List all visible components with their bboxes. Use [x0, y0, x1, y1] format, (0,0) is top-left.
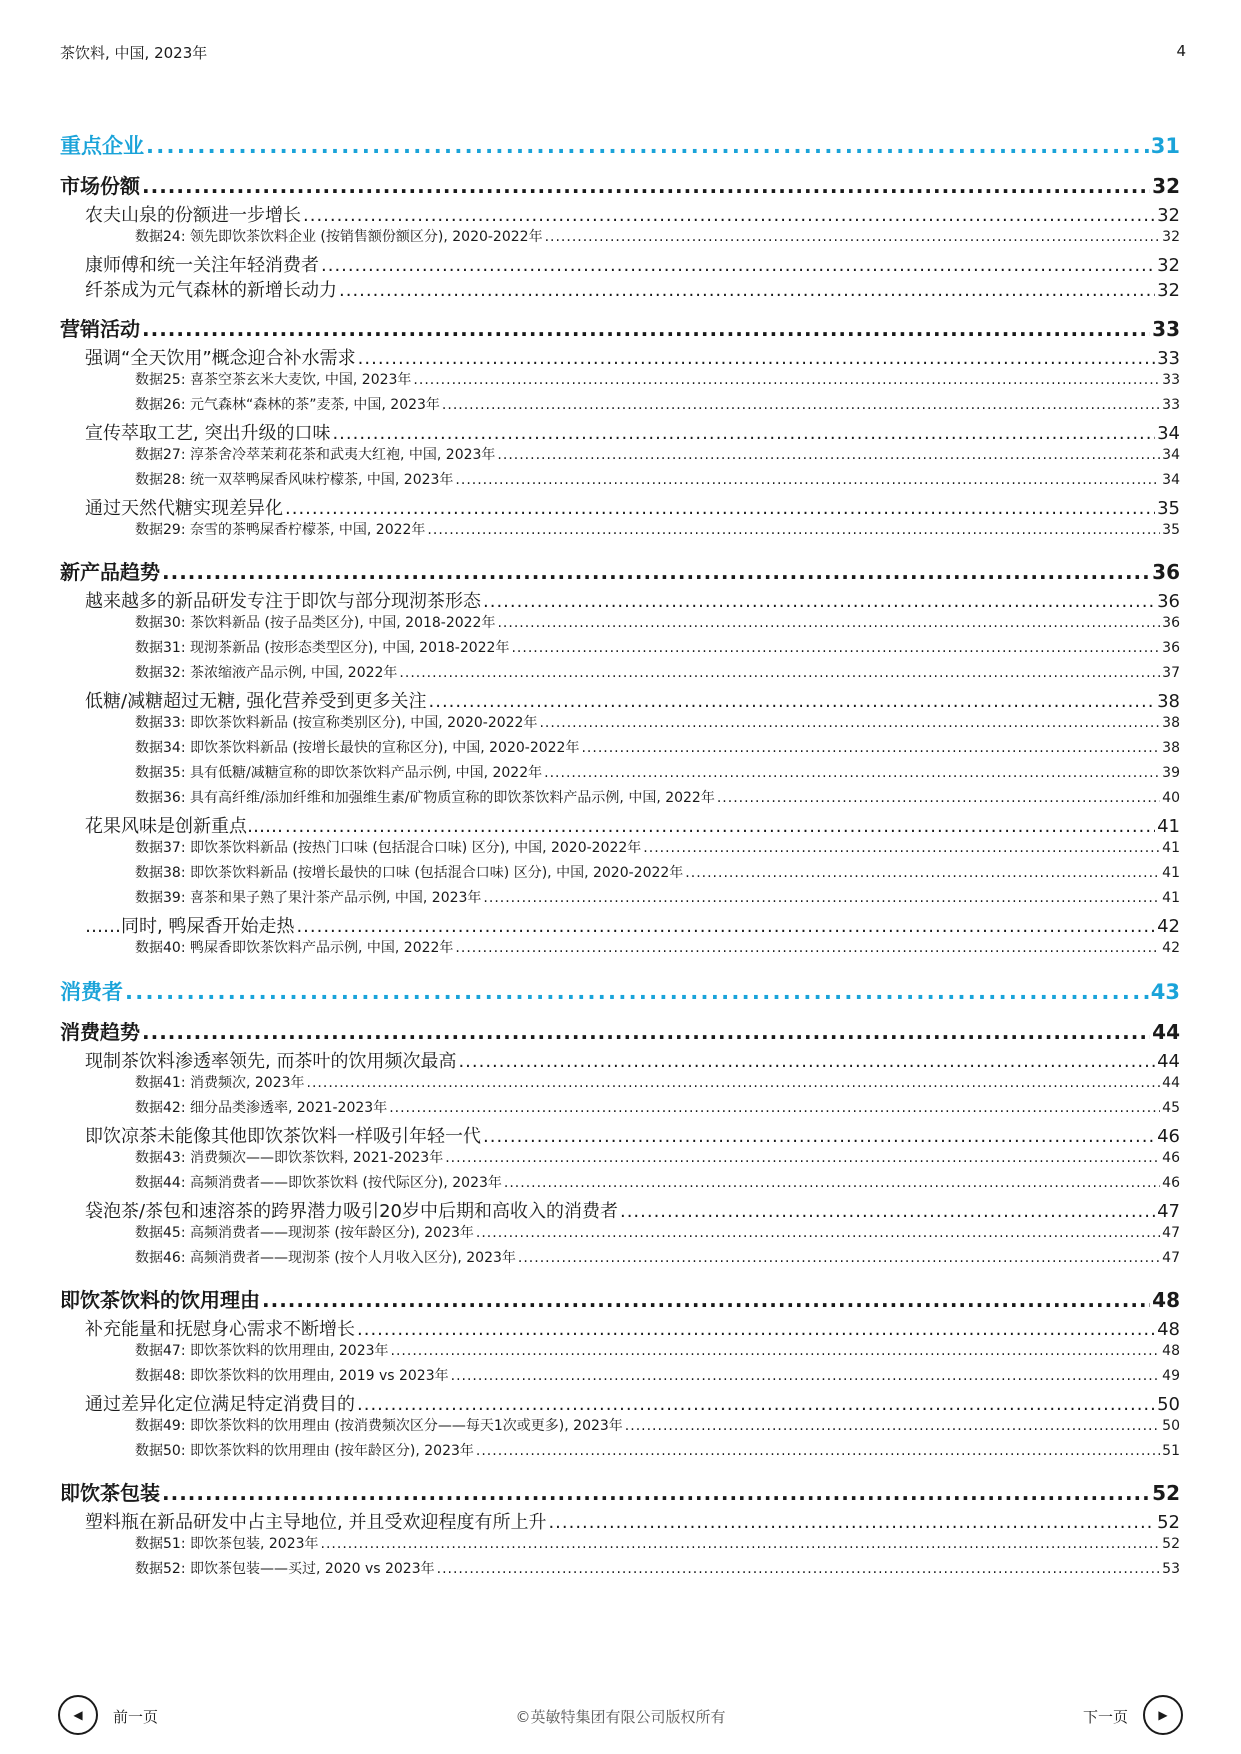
toc-entry-title: 数据24: 领先即饮茶饮料企业 (按销售额份额区分), 2020-2022年 — [135, 229, 543, 245]
dot-leader — [307, 1075, 1161, 1091]
toc-entry-level-4[interactable] — [60, 469, 1180, 494]
toc-entry-title: 纤茶成为元气森林的新增长动力 — [85, 280, 337, 301]
toc-entry-page: 41 — [1162, 840, 1180, 856]
toc-entry-page: 42 — [1162, 940, 1180, 956]
toc-entry-title: 越来越多的新品研发专注于即饮与部分现沏茶形态 — [85, 591, 481, 612]
toc-entry-title: 数据43: 消费频次——即饮茶饮料, 2021-2023年 — [135, 1150, 444, 1166]
toc-entry-title: 农夫山泉的份额进一步增长 — [85, 205, 301, 226]
toc-entry-page: 36 — [1157, 591, 1180, 612]
toc-entry-level-4[interactable] — [60, 662, 1180, 687]
toc-entry-title: 市场份额 — [60, 174, 140, 198]
toc-entry-level-3[interactable] — [60, 494, 1180, 519]
toc-entry-level-4[interactable] — [60, 712, 1180, 737]
toc-entry-title: 数据38: 即饮茶饮料新品 (按增长最快的口味 (包括混合口味) 区分), 中国, 2020-2022年 — [135, 865, 684, 881]
toc-entry-page: 50 — [1162, 1418, 1180, 1434]
next-page-label[interactable]: 下一页 — [1082, 1708, 1128, 1726]
dot-leader — [321, 1536, 1161, 1552]
toc-entry-title: 数据40: 鸭屎香即饮茶饮料产品示例, 中国, 2022年 — [135, 940, 454, 956]
dot-leader — [146, 134, 1149, 158]
toc-entry-level-3[interactable] — [60, 912, 1180, 937]
toc-entry-page: 32 — [1152, 174, 1180, 198]
dot-leader — [548, 1512, 1155, 1533]
toc-entry-page: 48 — [1162, 1343, 1180, 1359]
toc-entry-page: 33 — [1162, 372, 1180, 388]
toc-entry-level-2[interactable] — [60, 1477, 1180, 1508]
dot-leader — [539, 715, 1160, 731]
dot-leader — [581, 740, 1160, 756]
toc-entry-page: 38 — [1162, 740, 1180, 756]
toc-entry-level-4[interactable] — [60, 1097, 1180, 1122]
toc-entry-title: ……同时, 鸭屎香开始走热 — [85, 916, 295, 937]
prev-page-label[interactable]: 前一页 — [113, 1708, 159, 1726]
toc-entry-title: 数据37: 即饮茶饮料新品 (按热门口味 (包括混合口味) 区分), 中国, 2020-2022年 — [135, 840, 642, 856]
toc-entry-page: 44 — [1162, 1075, 1180, 1091]
toc-entry-level-3[interactable] — [60, 201, 1180, 226]
dot-leader — [285, 816, 1155, 837]
dot-leader — [497, 447, 1160, 463]
dot-leader — [142, 1020, 1150, 1044]
toc-entry-title: 数据48: 即饮茶饮料的饮用理由, 2019 vs 2023年 — [135, 1368, 449, 1384]
toc-entry-level-4[interactable] — [60, 1533, 1180, 1558]
dot-leader — [332, 423, 1155, 444]
toc-entry-level-3[interactable] — [60, 1390, 1180, 1415]
toc-entry-level-2[interactable] — [60, 556, 1180, 587]
toc-entry-level-3[interactable] — [60, 587, 1180, 612]
toc-entry-title: 营销活动 — [60, 317, 140, 341]
toc-entry-level-4[interactable] — [60, 637, 1180, 662]
toc-entry-title: 宣传萃取工艺, 突出升级的口味 — [85, 423, 331, 444]
toc-entry-level-4[interactable] — [60, 737, 1180, 762]
toc-entry-page: 44 — [1152, 1020, 1180, 1044]
toc-entry-title: 消费趋势 — [60, 1020, 140, 1044]
toc-entry-page: 46 — [1162, 1175, 1180, 1191]
toc-entry-page: 36 — [1162, 615, 1180, 631]
dot-leader — [391, 1343, 1161, 1359]
toc-entry-level-3[interactable] — [60, 1122, 1180, 1147]
toc-entry-level-3[interactable] — [60, 419, 1180, 444]
toc-entry-page: 39 — [1162, 765, 1180, 781]
toc-entry-title: 数据51: 即饮茶包装, 2023年 — [135, 1536, 319, 1552]
dot-leader — [476, 1225, 1160, 1241]
toc-entry-level-4[interactable] — [60, 1365, 1180, 1390]
dot-leader — [429, 691, 1156, 712]
toc-entry-page: 44 — [1157, 1051, 1180, 1072]
toc-entry-page: 34 — [1157, 423, 1180, 444]
dot-leader — [544, 765, 1160, 781]
toc-entry-page: 34 — [1162, 447, 1180, 463]
toc-entry-title: 数据28: 统一双萃鸭屎香风味柠檬茶, 中国, 2023年 — [135, 472, 454, 488]
dot-leader — [476, 1443, 1160, 1459]
dot-leader — [511, 640, 1160, 656]
dot-leader — [504, 1175, 1160, 1191]
page-number: 4 — [1176, 42, 1186, 60]
toc-entry-page: 35 — [1157, 498, 1180, 519]
toc-entry-page: 32 — [1162, 229, 1180, 245]
toc-entry-level-4[interactable] — [60, 862, 1180, 887]
toc-entry-title: 数据49: 即饮茶饮料的饮用理由 (按消费频次区分——每天1次或更多), 2023年 — [135, 1418, 623, 1434]
toc-entry-title: 数据32: 茶浓缩液产品示例, 中国, 2022年 — [135, 665, 398, 681]
dot-leader — [413, 372, 1160, 388]
toc-entry-page: 51 — [1162, 1443, 1180, 1459]
toc-entry-title: 即饮茶包装 — [60, 1481, 160, 1505]
toc-entry-level-3[interactable] — [60, 344, 1180, 369]
toc-entry-level-4[interactable] — [60, 612, 1180, 637]
toc-entry-level-4[interactable] — [60, 1558, 1180, 1583]
dot-leader — [545, 229, 1161, 245]
toc-entry-level-4[interactable] — [60, 887, 1180, 912]
dot-leader — [339, 280, 1155, 301]
footer — [0, 1695, 1241, 1743]
toc-entry-level-4[interactable] — [60, 1415, 1180, 1440]
dot-leader — [497, 615, 1160, 631]
toc-entry-level-4[interactable] — [60, 937, 1180, 962]
toc-entry-level-3[interactable] — [60, 687, 1180, 712]
toc-entry-page: 42 — [1157, 916, 1180, 937]
toc-entry-page: 36 — [1152, 560, 1180, 584]
dot-leader — [437, 1561, 1161, 1577]
toc-entry-page: 33 — [1162, 397, 1180, 413]
toc-entry-level-4[interactable] — [60, 444, 1180, 469]
dot-leader — [717, 790, 1160, 806]
toc-entry-page: 52 — [1157, 1512, 1180, 1533]
toc-entry-page: 45 — [1162, 1100, 1180, 1116]
toc-entry-level-3[interactable] — [60, 1315, 1180, 1340]
dot-leader — [303, 205, 1155, 226]
toc-entry-title: 数据46: 高频消费者——现沏茶 (按个人月收入区分), 2023年 — [135, 1250, 516, 1266]
toc-entry-level-4[interactable] — [60, 1172, 1180, 1197]
toc-entry-level-3[interactable] — [60, 1047, 1180, 1072]
toc-entry-page: 33 — [1157, 348, 1180, 369]
dot-leader — [458, 1051, 1155, 1072]
toc-entry-page: 32 — [1157, 255, 1180, 276]
dot-leader — [442, 397, 1160, 413]
dot-leader — [321, 255, 1155, 276]
toc-entry-page: 46 — [1157, 1126, 1180, 1147]
toc-entry-level-2[interactable] — [60, 313, 1180, 344]
dot-leader — [483, 1126, 1155, 1147]
toc-entry-title: 数据50: 即饮茶饮料的饮用理由 (按年龄区分), 2023年 — [135, 1443, 474, 1459]
toc-entry-page: 37 — [1162, 665, 1180, 681]
toc-entry-title: 即饮凉茶未能像其他即饮茶饮料一样吸引年轻一代 — [85, 1126, 481, 1147]
toc-entry-level-3[interactable] — [60, 276, 1180, 301]
toc-entry-level-1[interactable] — [60, 976, 1180, 1010]
toc-entry-page: 43 — [1150, 980, 1180, 1004]
toc-entry-title: 数据29: 奈雪的茶鸭屎香柠檬茶, 中国, 2022年 — [135, 522, 426, 538]
toc-entry-page: 32 — [1157, 280, 1180, 301]
toc-entry-level-4[interactable] — [60, 394, 1180, 419]
dot-leader — [162, 1481, 1150, 1505]
toc-entry-level-4[interactable] — [60, 1247, 1180, 1272]
toc-entry-page: 32 — [1157, 205, 1180, 226]
toc-entry-page: 47 — [1157, 1201, 1180, 1222]
toc-entry-title: 数据34: 即饮茶饮料新品 (按增长最快的宣称区分), 中国, 2020-2022年 — [135, 740, 580, 756]
dot-leader — [483, 890, 1160, 906]
toc-entry-title: 康师傅和统一关注年轻消费者 — [85, 255, 319, 276]
toc-entry-title: 数据47: 即饮茶饮料的饮用理由, 2023年 — [135, 1343, 389, 1359]
dot-leader — [357, 1394, 1155, 1415]
dot-leader — [643, 840, 1160, 856]
toc-entry-title: 通过天然代糖实现差异化 — [85, 498, 283, 519]
toc-entry-title: 现制茶饮料渗透率领先, 而茶叶的饮用频次最高 — [85, 1051, 457, 1072]
toc-entry-title: 数据33: 即饮茶饮料新品 (按宣称类别区分), 中国, 2020-2022年 — [135, 715, 538, 731]
toc-entry-title: 数据44: 高频消费者——即饮茶饮料 (按代际区分), 2023年 — [135, 1175, 502, 1191]
toc-entry-title: 消费者 — [60, 980, 123, 1004]
toc-entry-title: 数据25: 喜茶空茶玄米大麦饮, 中国, 2023年 — [135, 372, 412, 388]
toc-entry-page: 53 — [1162, 1561, 1180, 1577]
dot-leader — [518, 1250, 1160, 1266]
toc-entry-page: 38 — [1157, 691, 1180, 712]
toc-entry-title: 数据30: 茶饮料新品 (按子品类区分), 中国, 2018-2022年 — [135, 615, 496, 631]
toc-entry-page: 41 — [1162, 865, 1180, 881]
dot-leader — [125, 980, 1149, 1004]
toc-entry-page: 31 — [1150, 134, 1180, 158]
running-header: 茶饮料, 中国, 2023年 — [60, 44, 208, 62]
toc-entry-title: 强调“全天饮用”概念迎合补水需求 — [85, 348, 356, 369]
toc-entry-page: 36 — [1162, 640, 1180, 656]
toc-entry-title: 数据45: 高频消费者——现沏茶 (按年龄区分), 2023年 — [135, 1225, 474, 1241]
copyright: ©英敏特集团有限公司版权所有 — [515, 1708, 726, 1726]
dot-leader — [625, 1418, 1160, 1434]
dot-leader — [262, 1288, 1150, 1312]
toc-entry-title: 数据42: 细分品类渗透率, 2021-2023年 — [135, 1100, 388, 1116]
toc-entry-page: 49 — [1162, 1368, 1180, 1384]
toc-entry-page: 47 — [1162, 1250, 1180, 1266]
next-page-button[interactable] — [1143, 1695, 1183, 1735]
triangle-left-icon: ◀ — [73, 1708, 83, 1722]
dot-leader — [483, 591, 1155, 612]
toc-entry-title: 数据52: 即饮茶包装——买过, 2020 vs 2023年 — [135, 1561, 435, 1577]
toc-entry-title: 数据39: 喜茶和果子熟了果汁茶产品示例, 中国, 2023年 — [135, 890, 482, 906]
toc-entry-title: 数据26: 元气森林“森林的茶”麦茶, 中国, 2023年 — [135, 397, 440, 413]
toc-entry-title: 通过差异化定位满足特定消费目的 — [85, 1394, 355, 1415]
toc-entry-title: 数据31: 现沏茶新品 (按形态类型区分), 中国, 2018-2022年 — [135, 640, 510, 656]
toc-entry-page: 38 — [1162, 715, 1180, 731]
dot-leader — [685, 865, 1160, 881]
toc-entry-page: 41 — [1157, 816, 1180, 837]
toc-entry-title: 塑料瓶在新品研发中占主导地位, 并且受欢迎程度有所上升 — [85, 1512, 547, 1533]
toc-entry-page: 40 — [1162, 790, 1180, 806]
toc-entry-level-4[interactable] — [60, 1072, 1180, 1097]
toc-entry-level-3[interactable] — [60, 251, 1180, 276]
toc-entry-page: 47 — [1162, 1225, 1180, 1241]
toc-entry-title: 数据41: 消费频次, 2023年 — [135, 1075, 305, 1091]
toc-entry-title: 新产品趋势 — [60, 560, 160, 584]
toc-entry-page: 34 — [1162, 472, 1180, 488]
toc-entry-page: 52 — [1162, 1536, 1180, 1552]
dot-leader — [142, 174, 1150, 198]
dot-leader — [620, 1201, 1155, 1222]
toc-entry-page: 48 — [1157, 1319, 1180, 1340]
dot-leader — [389, 1100, 1160, 1116]
dot-leader — [427, 522, 1160, 538]
dot-leader — [445, 1150, 1160, 1166]
dot-leader — [455, 472, 1160, 488]
toc-entry-title: 花果风味是创新重点…… — [85, 816, 283, 837]
toc-entry-page: 46 — [1162, 1150, 1180, 1166]
dot-leader — [296, 916, 1155, 937]
toc-entry-level-4[interactable] — [60, 762, 1180, 787]
toc-entry-title: 即饮茶饮料的饮用理由 — [60, 1288, 260, 1312]
toc-entry-level-4[interactable] — [60, 837, 1180, 862]
dot-leader — [358, 348, 1155, 369]
toc-entry-page: 48 — [1152, 1288, 1180, 1312]
dot-leader — [285, 498, 1155, 519]
toc-entry-page: 33 — [1152, 317, 1180, 341]
toc-entry-page: 41 — [1162, 890, 1180, 906]
dot-leader — [399, 665, 1160, 681]
toc-entry-level-1[interactable] — [60, 130, 1180, 164]
toc-entry-title: 补充能量和抚慰身心需求不断增长 — [85, 1319, 355, 1340]
toc-entry-level-3[interactable] — [60, 1197, 1180, 1222]
toc-entry-level-2[interactable] — [60, 1016, 1180, 1047]
toc-entry-level-4[interactable] — [60, 369, 1180, 394]
dot-leader — [162, 560, 1150, 584]
toc-entry-title: 数据27: 淳茶舍冷萃茉莉花茶和武夷大红袍, 中国, 2023年 — [135, 447, 496, 463]
dot-leader — [142, 317, 1150, 341]
dot-leader — [455, 940, 1160, 956]
toc-entry-title: 袋泡茶/茶包和速溶茶的跨界潜力吸引20岁中后期和高收入的消费者 — [85, 1201, 618, 1222]
toc-entry-level-4[interactable] — [60, 1222, 1180, 1247]
toc-entry-level-4[interactable] — [60, 519, 1180, 544]
toc-entry-level-4[interactable] — [60, 1340, 1180, 1365]
toc-entry-level-3[interactable] — [60, 1508, 1180, 1533]
toc-entry-title: 重点企业 — [60, 134, 144, 158]
toc-entry-title: 低糖/减糖超过无糖, 强化营养受到更多关注 — [85, 691, 427, 712]
table-of-contents — [60, 130, 1180, 1583]
toc-entry-level-4[interactable] — [60, 787, 1180, 812]
toc-entry-level-3[interactable] — [60, 812, 1180, 837]
dot-leader — [357, 1319, 1155, 1340]
triangle-right-icon: ▶ — [1158, 1708, 1168, 1722]
toc-entry-level-4[interactable] — [60, 1147, 1180, 1172]
toc-entry-page: 52 — [1152, 1481, 1180, 1505]
toc-entry-level-2[interactable] — [60, 170, 1180, 201]
toc-entry-page: 50 — [1157, 1394, 1180, 1415]
toc-entry-level-4[interactable] — [60, 226, 1180, 251]
toc-entry-level-2[interactable] — [60, 1284, 1180, 1315]
toc-entry-page: 35 — [1162, 522, 1180, 538]
toc-entry-title: 数据35: 具有低糖/减糖宣称的即饮茶饮料产品示例, 中国, 2022年 — [135, 765, 543, 781]
toc-entry-title: 数据36: 具有高纤维/添加纤维和加强维生素/矿物质宣称的即饮茶饮料产品示例, 中国, 2022年 — [135, 790, 715, 806]
toc-entry-level-4[interactable] — [60, 1440, 1180, 1465]
dot-leader — [451, 1368, 1161, 1384]
